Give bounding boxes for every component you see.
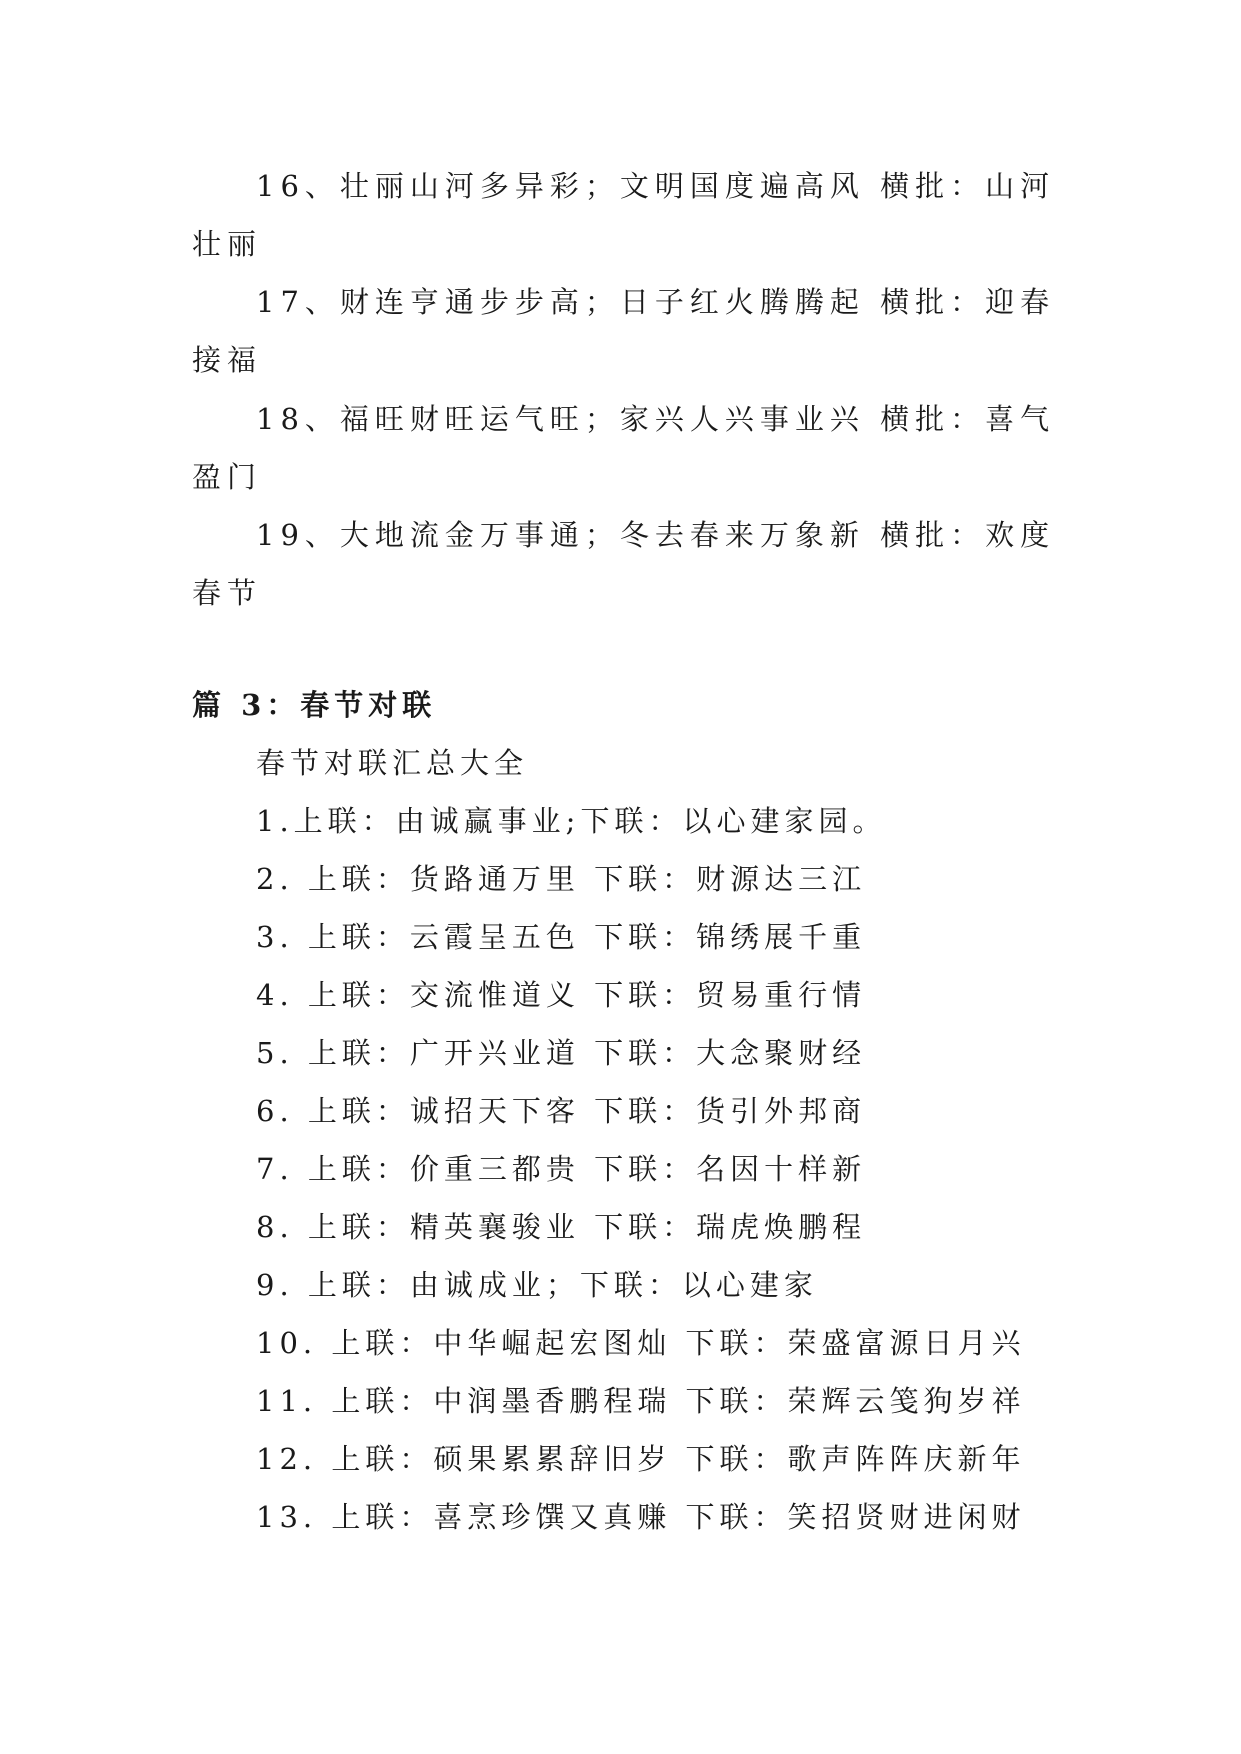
couplet-17: 17、财连亨通步步高；日子红火腾腾起 横批：迎春接福 (192, 285, 1056, 377)
list-item: 5. 上联：广开兴业道 下联：大念聚财经 (256, 1036, 867, 1070)
list-item: 12. 上联：硕果累累辞旧岁 下联：歌声阵阵庆新年 (256, 1442, 1026, 1476)
list-item: 13. 上联：喜烹珍馔又真赚 下联：笑招贤财进闲财 (256, 1500, 1026, 1534)
list-item: 8. 上联：精英襄骏业 下联：瑞虎焕鹏程 (256, 1210, 867, 1244)
list-item: 4. 上联：交流惟道义 下联：贸易重行情 (256, 978, 867, 1012)
list-item: 11. 上联：中润墨香鹏程瑞 下联：荣辉云笺狗岁祥 (256, 1384, 1026, 1418)
list-item: 2. 上联：货路通万里 下联：财源达三江 (256, 862, 867, 896)
couplet-16: 16、壮丽山河多异彩；文明国度遍高风 横批：山河壮丽 (192, 169, 1056, 261)
list-item: 3. 上联：云霞呈五色 下联：锦绣展千重 (256, 920, 867, 954)
section-subtitle: 春节对联汇总大全 (256, 746, 529, 780)
list-item: 1.上联：由诚赢事业;下联：以心建家园。 (256, 804, 887, 838)
list-item: 9. 上联：由诚成业；下联：以心建家 (256, 1268, 818, 1302)
couplet-19: 19、大地流金万事通；冬去春来万象新 横批：欢度春节 (192, 518, 1056, 610)
list-item: 6. 上联：诚招天下客 下联：货引外邦商 (256, 1094, 867, 1128)
list-item: 7. 上联：价重三都贵 下联：名因十样新 (256, 1152, 867, 1186)
list-item: 10. 上联：中华崛起宏图灿 下联：荣盛富源日月兴 (256, 1326, 1026, 1360)
couplet-18: 18、福旺财旺运气旺；家兴人兴事业兴 横批：喜气盈门 (192, 402, 1056, 494)
section-heading: 篇 3：春节对联 (192, 688, 437, 722)
